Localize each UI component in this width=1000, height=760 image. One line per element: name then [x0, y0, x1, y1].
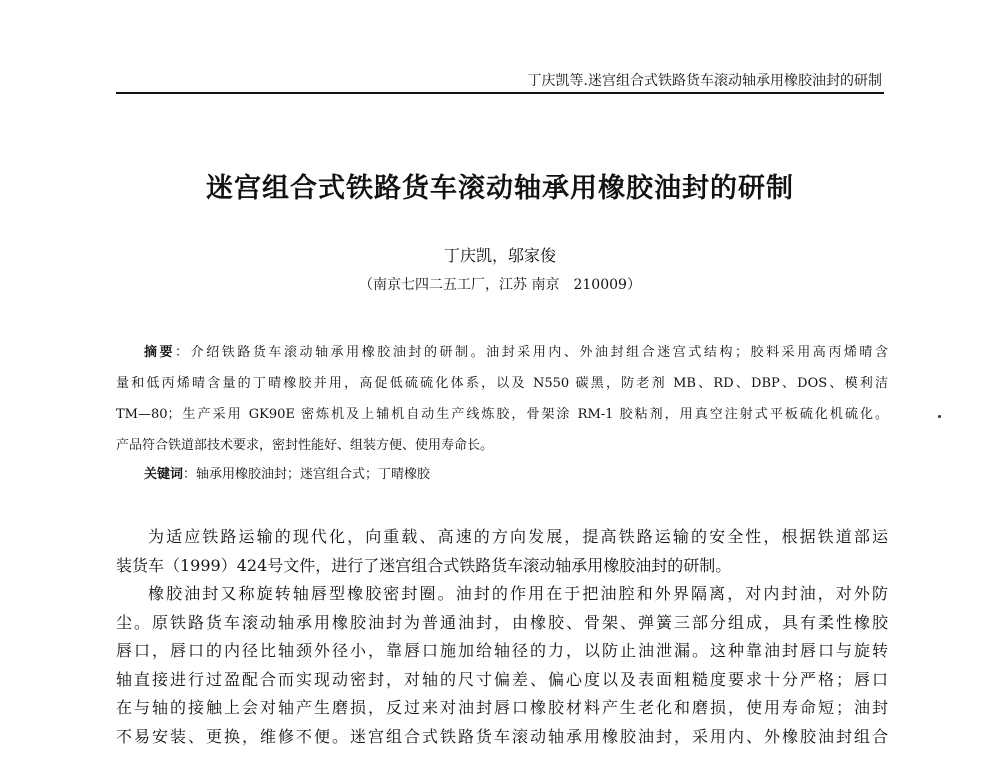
affiliation: （南京七四二五工厂，江苏 南京 210009）: [359, 277, 641, 293]
keywords-text: ：轴承用橡胶油封；迷宫组合式；丁晴橡胶: [183, 467, 431, 482]
body-line: 不易安装、更换，维修不便。迷宫组合式铁路货车滚动轴承用橡胶油封，采用内、外橡胶油封组合: [116, 726, 888, 746]
keywords: [144, 463, 430, 482]
abstract-line-3: TM—80；生产采用 GK90E 密炼机及上辅机自动生产线炼胶，骨架涂 RM-1 胶粘剂，用真空注射式平板硫化机硫化。: [116, 407, 888, 422]
header-rule: [116, 92, 884, 94]
abstract: [116, 337, 888, 461]
abstract-line-2: 量和低丙烯晴含量的丁晴橡胶并用，高促低硫硫化体系，以及 N550 碳黑，防老剂 MB、RD、DBP、DOS、模利洁: [116, 376, 888, 391]
body-line: 尘。原铁路货车滚动轴承用橡胶油封为普通油封，由橡胶、骨架、弹簧三部分组成，具有柔性橡胶: [116, 612, 888, 632]
margin-mark: [938, 415, 941, 418]
body-text: [116, 523, 888, 751]
abstract-line-1: 摘要：介绍铁路货车滚动轴承用橡胶油封的研制。油封采用内、外油封组合迷宫式结构；胶料采用高丙烯晴含: [144, 345, 888, 360]
body-line: 轴直接进行过盈配合而实现动密封，对轴的尺寸偏差、偏心度以及表面粗糙度要求十分严格；唇口: [116, 669, 888, 689]
keywords-label: 关键词: [144, 467, 184, 482]
body-line: 唇口，唇口的内径比轴颈外径小，靠唇口施加给轴径的力，以防止油泄漏。这种靠油封唇口与旋转: [116, 641, 888, 660]
body-line: 装货车（1999）424号文件，进行了迷宫组合式铁路货车滚动轴承用橡胶油封的研制。: [116, 555, 732, 575]
body-line: 橡胶油封又称旋转轴唇型橡胶密封圈。油封的作用在于把油腔和外界隔离，对内封油，对外防: [148, 584, 888, 603]
body-line: 在与轴的接触上会对轴产生磨损，反过来对油封唇口橡胶材料产生老化和磨损，使用寿命短；油封: [116, 698, 888, 717]
abstract-line-4: 产品符合铁道部技术要求，密封性能好、组装方便、使用寿命长。: [116, 438, 494, 453]
running-header: 丁庆凯等.迷宫组合式铁路货车滚动轴承用橡胶油封的研制: [527, 73, 882, 89]
body-line: 为适应铁路运输的现代化，向重载、高速的方向发展，提高铁路运输的安全性，根据铁道部运: [148, 527, 888, 546]
paper-title: 迷宫组合式铁路货车滚动轴承用橡胶油封的研制: [206, 173, 794, 204]
authors: 丁庆凯，邬家俊: [443, 246, 556, 265]
abstract-label: 摘要: [144, 345, 176, 360]
